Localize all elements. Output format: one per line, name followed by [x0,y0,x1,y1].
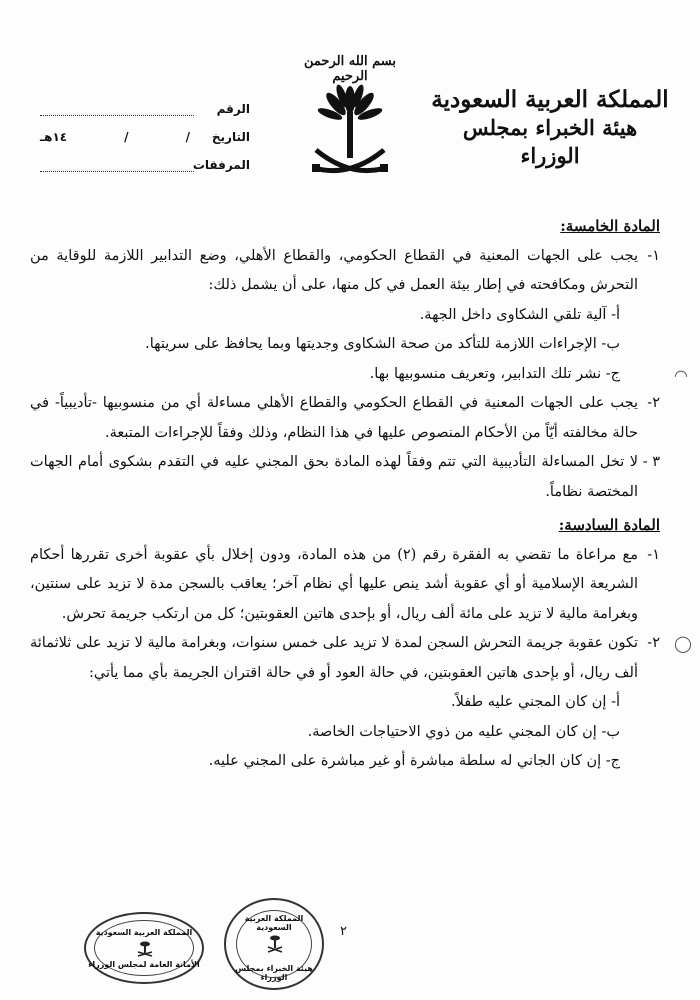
article5-item2 [30,389,660,448]
article6-item2-b: ب- إن كان المجني عليه من ذوي الاحتياجات الخاصة. [307,723,620,740]
org-name-line1: المملكة العربية السعودية [431,86,669,113]
article6-item2-a: أ- إن كان المجني عليه طفلاً. [450,694,620,710]
palm-swords-emblem-icon [306,78,394,190]
date-label: التاريخ [211,130,250,144]
item-number: ١- [647,546,660,563]
attachments-label: المرفقات [192,158,250,172]
stamp-right-top-text: المملكة العربية السعودية [244,914,304,932]
stamp-right-bottom-text: هيئة الخبراء بمجلس الوزراء [235,964,313,982]
item-text: مع مراعاة ما تقضي به الفقرة رقم (٢) من هذه المادة، ودون إخلال بأي عقوبة أخرى تقررها أحكام الشريعة الإسلامية أو أي عقوبة أشد ينص عليها أي نظام آخر؛ يعاقب بالسجن مدة لا تزيد على سنتين، وبغرامة مالية لا تزيد على مائة ألف ريال، أو بإحدى هاتين العقوبتين؛ كل من ارتكب جريمة تحرش. [30,546,638,622]
attachments-row [40,144,250,172]
stamp-emblem-icon [136,940,154,958]
date-sep-2: / [124,130,129,144]
date-row [40,116,250,144]
official-stamp-left [84,912,204,984]
document-body [30,212,660,777]
date-sep-1: / [185,130,190,144]
ref-label: الرقم [216,102,250,116]
official-stamp-right [224,898,324,990]
punch-hole-mark: ◠ [674,366,688,385]
attachments-line [40,158,194,172]
ref-row [40,88,250,116]
article5-heading: المادة الخامسة: [560,217,660,235]
article6-heading: المادة السادسة: [558,516,660,534]
org-name-line2: هيئة الخبراء بمجلس الوزراء [462,115,638,168]
article5-item3 [30,448,660,507]
stamp-emblem-icon [266,934,284,954]
article5-item1-c: ج- نشر تلك التدابير، وتعريف منسوبيها بها. [369,365,620,382]
item-text: لا تخل المساءلة التأديبية التي تتم وفقاً لهذه المادة بحق المجني عليه في التقدم بشكوى أمام الجهات المختصة نظاماً. [30,454,638,500]
organization-title [430,86,670,170]
item-number: ١- [647,247,660,264]
stamp-left-bottom-text: الأمانة العامة لمجلس الوزراء [88,960,200,969]
article6-item2-c: ج- إن كان الجاني له سلطة مباشرة أو غير مباشرة على المجني عليه. [208,753,620,769]
date-suffix: ١٤هـ [40,130,68,144]
article5-item1 [30,242,660,301]
stamp-left-top-text: المملكة العربية السعودية [95,928,193,937]
item-text: تكون عقوبة جريمة التحرش السجن لمدة لا تزيد على خمس سنوات، وبغرامة مالية لا تزيد على ثلاثمائة ألف ريال، أو بإحدى هاتين العقوبتين، في حالة العود أو في حالة اقتران الجريمة بأي مما يأتي: [30,635,638,681]
article6-item1 [30,541,660,630]
item-text: يجب على الجهات المعنية في القطاع الحكومي، والقطاع الأهلي، وضع التدابير اللازمة للوقاية من التحرش ومكافحته في إطار بيئة العمل في كل منها، على أن يشمل ذلك: [30,247,638,293]
document-meta [40,88,250,172]
item-number: ٣ - [642,454,660,470]
punch-hole-mark: ◯ [674,634,692,653]
date-value [40,130,200,144]
item-number: ٢- [647,395,660,411]
article5-item1-b: ب- الإجراءات اللازمة للتأكد من صحة الشكاوى وجديتها وبما يحافظ على سريتها. [145,336,620,352]
item-number: ٢- [647,635,660,651]
basmala: بسم الله الرحمن الرحيم [304,54,396,84]
article6-item2 [30,629,660,688]
ref-line [40,102,194,116]
article5-item1-a: أ- آلية تلقي الشكاوى داخل الجهة. [419,306,620,323]
item-text: يجب على الجهات المعنية في القطاع الحكومي والقطاع الأهلي مساءلة أي من منسوبيها -تأديبياً- في حالة مخالفته أيّاً من الأحكام المنصوص عليها في هذا النظام، وذلك وفقاً للإجراءات المتبعة. [30,395,638,441]
page-number: ٢ [340,924,347,939]
